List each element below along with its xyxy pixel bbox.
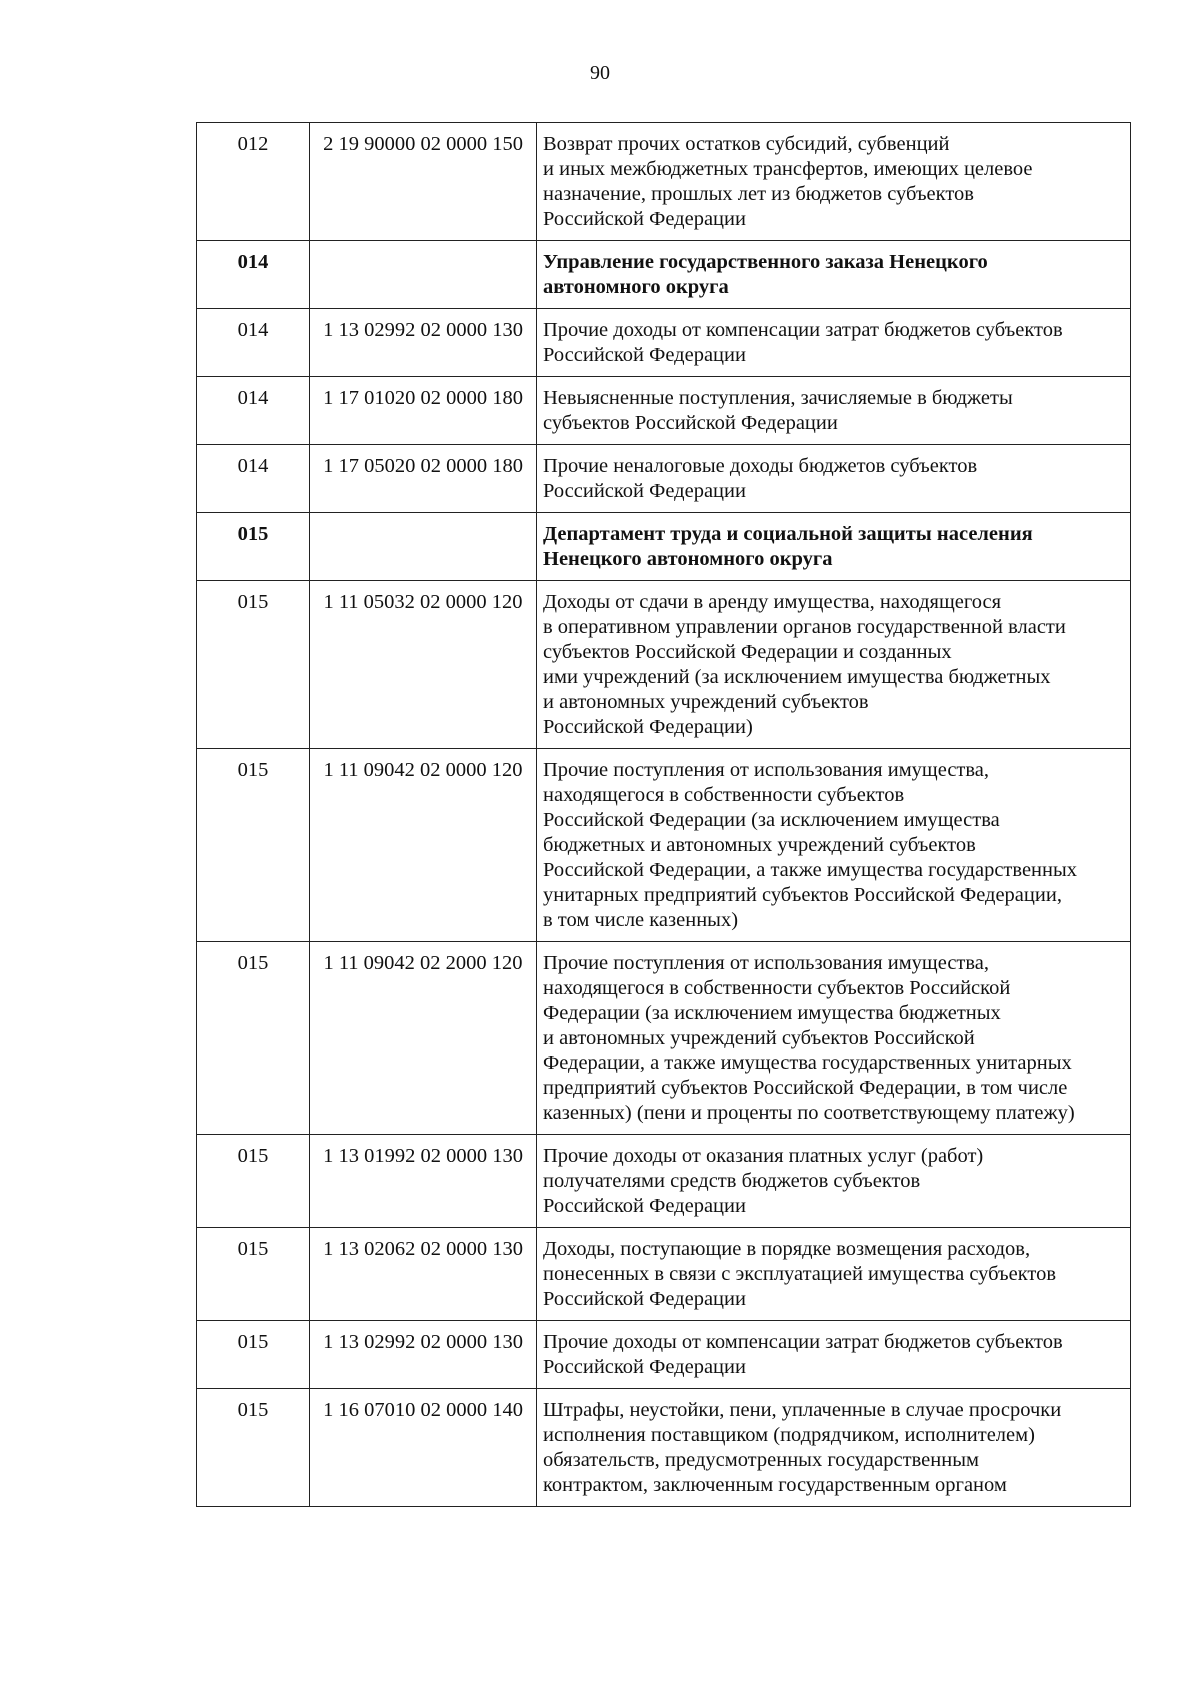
description-cell: [537, 241, 1131, 309]
description-line: Российской Федерации: [543, 344, 746, 366]
table-row: [197, 309, 1131, 377]
page-number: 90: [590, 62, 610, 84]
description-line: Прочие поступления от использования имущества,: [543, 759, 990, 781]
description-line: Российской Федерации (за исключением имущества: [543, 809, 1000, 831]
admin-code-cell: 015: [197, 581, 310, 749]
description-cell: [537, 1321, 1131, 1389]
description-line: субъектов Российской Федерации и созданных: [543, 641, 952, 663]
description-line: Прочие доходы от компенсации затрат бюджетов субъектов: [543, 319, 1063, 341]
admin-code-cell: 014: [197, 445, 310, 513]
description-line: унитарных предприятий субъектов Российской Федерации,: [543, 884, 1062, 906]
description-line: Российской Федерации: [543, 1195, 746, 1217]
admin-code-cell: 014: [197, 241, 310, 309]
table-section-header-row: [197, 241, 1131, 309]
description-line: Департамент труда и социальной защиты населения: [543, 523, 1033, 545]
description-line: предприятий субъектов Российской Федерации, в том числе: [543, 1077, 1068, 1099]
description-cell: [537, 377, 1131, 445]
revenue-code-cell: 1 11 09042 02 0000 120: [310, 749, 537, 942]
description-line: бюджетных и автономных учреждений субъектов: [543, 834, 976, 856]
description-line: и иных межбюджетных трансфертов, имеющих целевое: [543, 158, 1033, 180]
admin-code-cell: 014: [197, 309, 310, 377]
description-line: Прочие доходы от оказания платных услуг (работ): [543, 1145, 984, 1167]
description-line: Прочие поступления от использования имущества,: [543, 952, 990, 974]
admin-code-cell: 015: [197, 1135, 310, 1228]
table-row: [197, 377, 1131, 445]
revenue-code-cell: 1 11 05032 02 0000 120: [310, 581, 537, 749]
table-row: [197, 1228, 1131, 1321]
description-cell: [537, 1389, 1131, 1507]
description-line: исполнения поставщиком (подрядчиком, исполнителем): [543, 1424, 1035, 1446]
table-row: [197, 581, 1131, 749]
revenue-code-cell: 1 13 02062 02 0000 130: [310, 1228, 537, 1321]
table-row: [197, 123, 1131, 241]
description-line: Федерации, а также имущества государственных унитарных: [543, 1052, 1072, 1074]
admin-code-cell: 015: [197, 1228, 310, 1321]
description-line: Российской Федерации: [543, 208, 746, 230]
description-line: Возврат прочих остатков субсидий, субвенций: [543, 133, 950, 155]
table-row: [197, 942, 1131, 1135]
revenue-code-cell: [310, 513, 537, 581]
description-cell: [537, 581, 1131, 749]
table-body: [197, 123, 1131, 1507]
admin-code-cell: 015: [197, 942, 310, 1135]
table-section-header-row: [197, 513, 1131, 581]
table-row: [197, 1389, 1131, 1507]
description-line: казенных) (пени и проценты по соответствующему платежу): [543, 1102, 1075, 1124]
admin-code-cell: 015: [197, 1321, 310, 1389]
description-line: находящегося в собственности субъектов Российской: [543, 977, 1011, 999]
description-line: Федерации (за исключением имущества бюджетных: [543, 1002, 1001, 1024]
description-line: Российской Федерации): [543, 716, 753, 738]
description-line: Прочие доходы от компенсации затрат бюджетов субъектов: [543, 1331, 1063, 1353]
admin-code-cell: 015: [197, 513, 310, 581]
description-line: назначение, прошлых лет из бюджетов субъектов: [543, 183, 974, 205]
admin-code-cell: 014: [197, 377, 310, 445]
revenue-code-cell: 1 13 02992 02 0000 130: [310, 309, 537, 377]
description-cell: [537, 309, 1131, 377]
description-line: Доходы от сдачи в аренду имущества, находящегося: [543, 591, 1002, 613]
description-line: Прочие неналоговые доходы бюджетов субъектов: [543, 455, 978, 477]
description-line: обязательств, предусмотренных государственным: [543, 1449, 979, 1471]
revenue-code-cell: 2 19 90000 02 0000 150: [310, 123, 537, 241]
description-line: контрактом, заключенным государственным органом: [543, 1474, 1007, 1496]
description-line: Ненецкого автономного округа: [543, 548, 833, 570]
description-line: автономного округа: [543, 276, 729, 298]
revenue-code-cell: 1 16 07010 02 0000 140: [310, 1389, 537, 1507]
description-line: в оперативном управлении органов государственной власти: [543, 616, 1066, 638]
description-line: в том числе казенных): [543, 909, 739, 931]
description-line: Российской Федерации: [543, 1288, 746, 1310]
table-row: [197, 749, 1131, 942]
description-line: находящегося в собственности субъектов: [543, 784, 905, 806]
table-row: [197, 1135, 1131, 1228]
description-line: субъектов Российской Федерации: [543, 412, 838, 434]
description-cell: [537, 1228, 1131, 1321]
description-line: Российской Федерации, а также имущества государственных: [543, 859, 1078, 881]
revenue-code-cell: 1 11 09042 02 2000 120: [310, 942, 537, 1135]
description-line: Доходы, поступающие в порядке возмещения расходов,: [543, 1238, 1031, 1260]
description-line: Штрафы, неустойки, пени, уплаченные в случае просрочки: [543, 1399, 1062, 1421]
admin-code-cell: 015: [197, 1389, 310, 1507]
description-cell: [537, 445, 1131, 513]
description-line: ими учреждений (за исключением имущества бюджетных: [543, 666, 1051, 688]
description-line: и автономных учреждений субъектов Российской: [543, 1027, 975, 1049]
description-cell: [537, 749, 1131, 942]
admin-code-cell: 012: [197, 123, 310, 241]
description-cell: [537, 513, 1131, 581]
description-line: Управление государственного заказа Ненецкого: [543, 251, 988, 273]
revenue-codes-table: [196, 122, 1131, 1507]
description-line: Российской Федерации: [543, 480, 746, 502]
table-row: [197, 445, 1131, 513]
description-cell: [537, 1135, 1131, 1228]
revenue-code-cell: [310, 241, 537, 309]
description-cell: [537, 123, 1131, 241]
table-row: [197, 1321, 1131, 1389]
revenue-code-cell: 1 17 01020 02 0000 180: [310, 377, 537, 445]
description-line: и автономных учреждений субъектов: [543, 691, 869, 713]
revenue-code-cell: 1 17 05020 02 0000 180: [310, 445, 537, 513]
description-line: понесенных в связи с эксплуатацией имущества субъектов: [543, 1263, 1057, 1285]
description-line: Невыясненные поступления, зачисляемые в бюджеты: [543, 387, 1013, 409]
revenue-code-cell: 1 13 01992 02 0000 130: [310, 1135, 537, 1228]
description-line: получателями средств бюджетов субъектов: [543, 1170, 921, 1192]
description-line: Российской Федерации: [543, 1356, 746, 1378]
revenue-code-cell: 1 13 02992 02 0000 130: [310, 1321, 537, 1389]
description-cell: [537, 942, 1131, 1135]
admin-code-cell: 015: [197, 749, 310, 942]
